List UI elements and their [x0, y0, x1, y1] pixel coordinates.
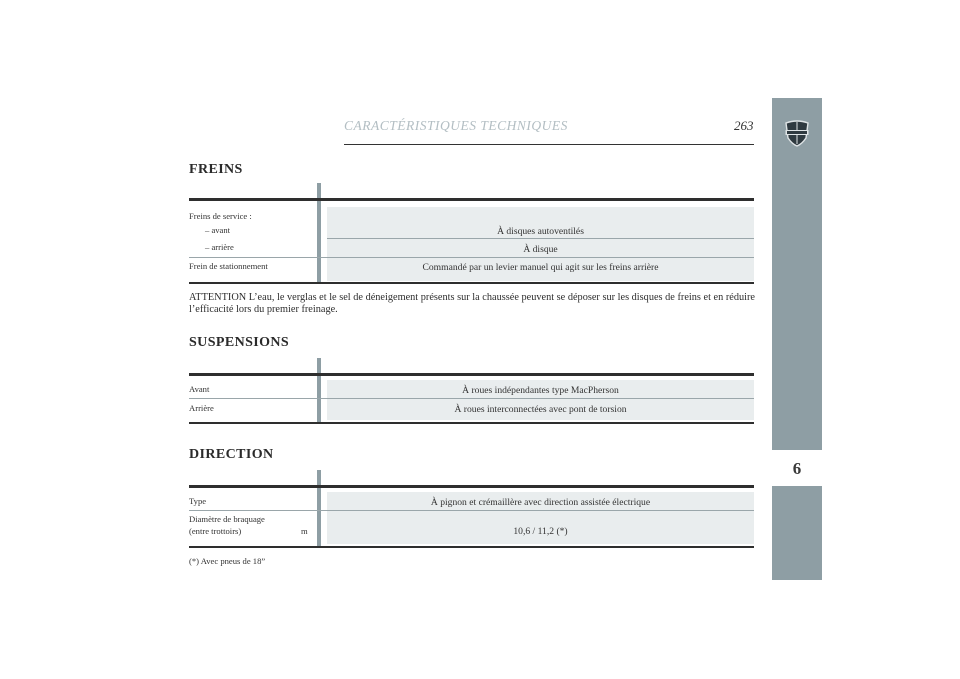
page-number: 263 [734, 118, 754, 133]
row-separator [189, 257, 754, 258]
label-direction-type: Type [189, 496, 207, 506]
section-title-suspensions: SUSPENSIONS [189, 335, 290, 350]
value-avant: À disques autoventilés [497, 226, 584, 237]
footnote: (*) Avec pneus de 18” [189, 556, 266, 566]
section-title-direction: DIRECTION [189, 447, 274, 462]
value-direction-type: À pignon et crémaillère avec direction assistée électrique [430, 497, 651, 508]
header-title: CARACTÉRISTIQUES TECHNIQUES [344, 118, 568, 133]
label-suspension-avant: Avant [189, 384, 210, 394]
label-freins-service: Freins de service : [189, 211, 252, 221]
label-frein-stationnement: Frein de stationnement [189, 261, 268, 271]
lancia-logo-icon [782, 118, 812, 148]
value-suspension-arriere: À roues interconnectées avec pont de torsion [454, 404, 627, 415]
table-top-rule [189, 373, 754, 376]
row-separator [189, 510, 754, 511]
table-bottom-rule [189, 282, 754, 284]
chapter-number: 6 [792, 459, 802, 478]
section-title-freins: FREINS [189, 162, 243, 177]
table-top-rule [189, 198, 754, 201]
header-divider [344, 144, 754, 145]
chapter-side-tab [772, 98, 822, 580]
table-bottom-rule [189, 422, 754, 424]
table-divider-bar [317, 358, 321, 424]
label-entre-trottoirs: (entre trottoirs) [189, 526, 242, 536]
label-diametre-braquage: Diamètre de braquage [189, 514, 265, 524]
value-diametre-braquage: 10,6 / 11,2 (*) [513, 526, 568, 537]
label-avant: – avant [205, 225, 231, 235]
row-separator [189, 398, 754, 399]
table-bottom-rule [189, 546, 754, 548]
table-top-rule [189, 485, 754, 488]
warning-note: ATTENTION L’eau, le verglas et le sel de déneigement présents sur la chaussée peuvent se déposer sur les disques de freins et en réduire l’efficacité lors du premier freinage. [189, 292, 755, 315]
value-arriere: À disque [523, 244, 558, 255]
label-unit-m: m [301, 526, 308, 536]
value-frein-stationnement: Commandé par un levier manuel qui agit sur les freins arrière [422, 262, 659, 273]
label-suspension-arriere: Arrière [189, 403, 214, 413]
row-separator [327, 238, 754, 239]
label-arriere: – arrière [205, 242, 234, 252]
table-divider-bar [317, 470, 321, 548]
value-suspension-avant: À roues indépendantes type MacPherson [462, 385, 619, 396]
